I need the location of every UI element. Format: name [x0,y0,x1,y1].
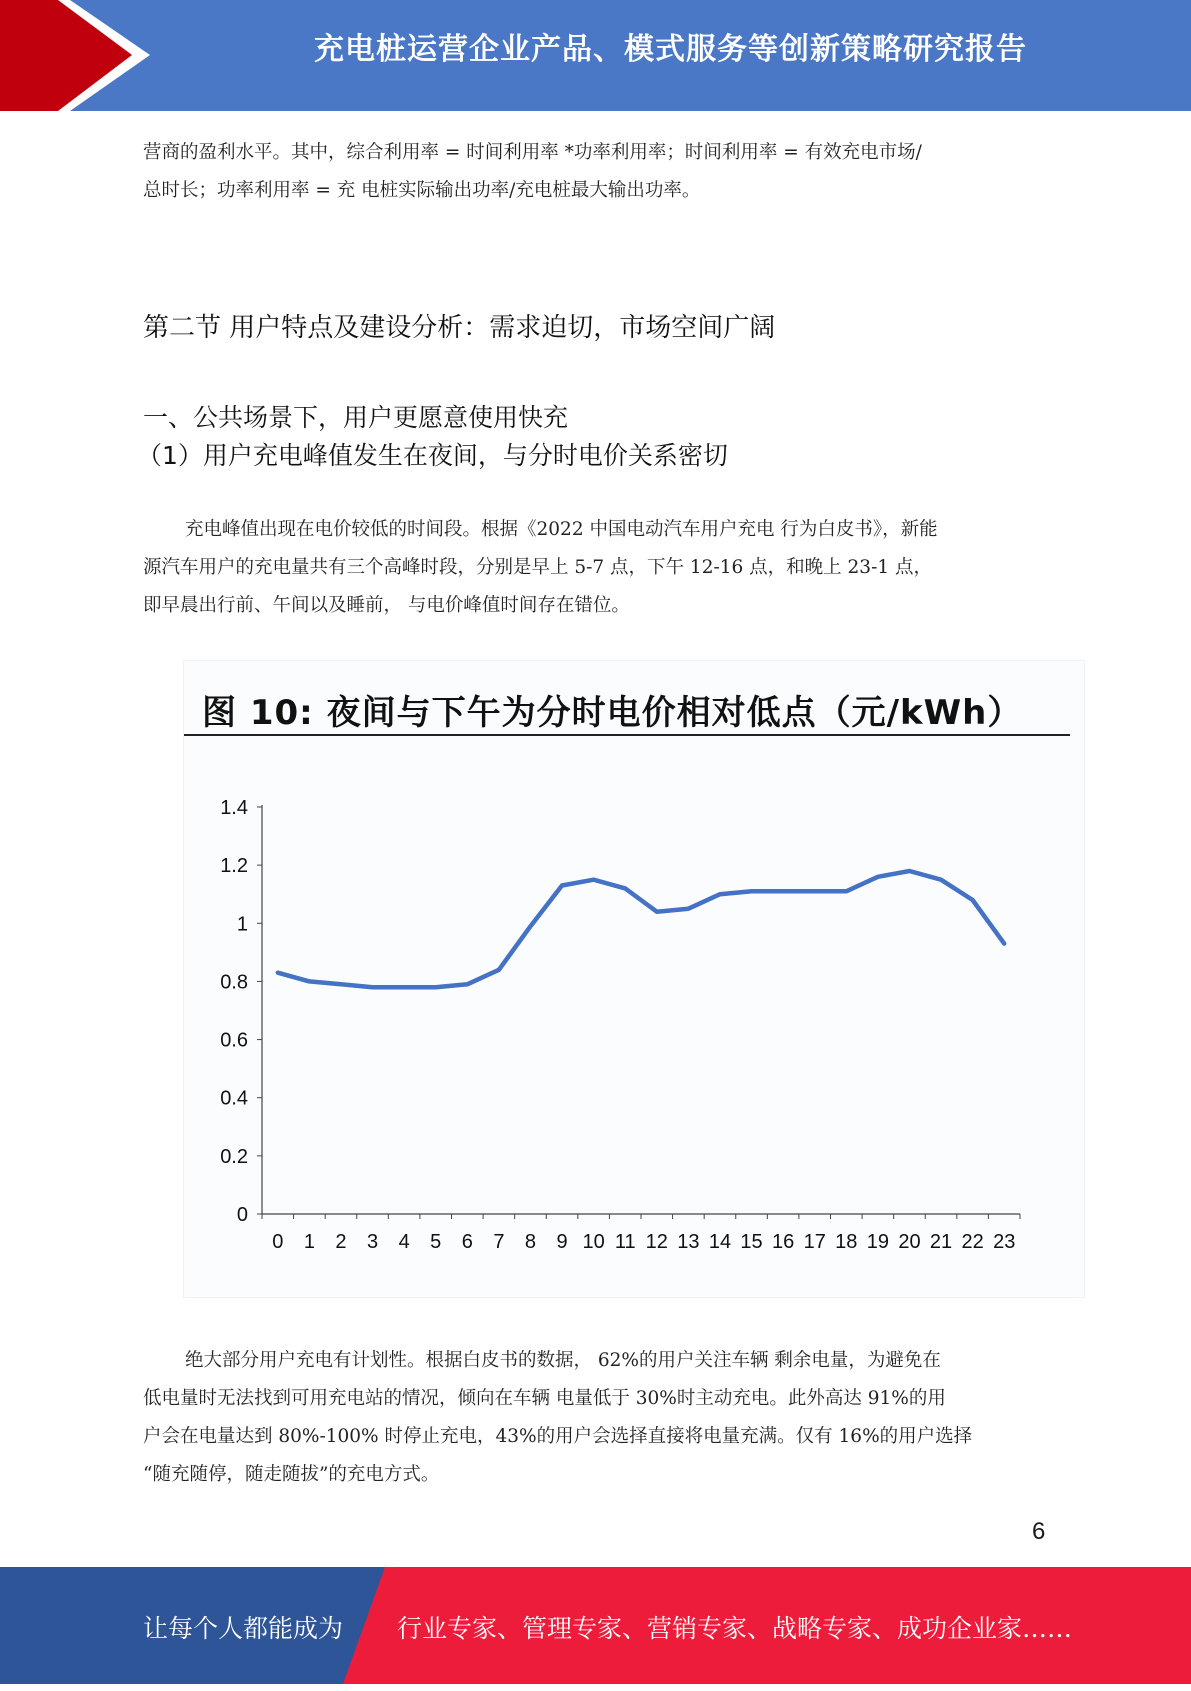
x-tick-label: 9 [556,1231,568,1253]
x-tick-label: 4 [398,1231,410,1253]
paragraph-line: “随充随停，随走随拔”的充电方式。 [143,1464,440,1485]
footer-slogan-left: 让每个人都能成为 [143,1614,344,1643]
x-tick-label: 19 [866,1231,889,1253]
paragraph-line: 充电峰值出现在电价较低的时间段。根据《2022 中国电动汽车用户充电 行为白皮书》，新能 [185,519,938,540]
x-tick-label: 11 [614,1231,636,1253]
y-tick-label: 0 [236,1204,248,1226]
paragraph-line: 绝大部分用户充电有计划性。根据白皮书的数据， 62%的用户关注车辆 剩余电量，为避免在 [185,1350,941,1371]
series-line [278,871,1004,987]
page-number: 6 [1032,1518,1046,1545]
intro-paragraph [143,134,1053,210]
paragraph-line: 源汽车用户的充电量共有三个高峰时段，分别是早上 5-7 点，下午 12-16 点，和晚上 23-1 点， [143,557,932,578]
line-chart [184,661,1084,1297]
paragraph-2 [143,1342,1053,1494]
x-tick-label: 21 [929,1231,953,1253]
section-title: 第二节 用户特点及建设分析：需求迫切，市场空间广阔 [143,313,776,343]
y-tick-label: 1 [236,913,248,936]
header-red-arrow [0,0,150,111]
y-tick-label: 0.8 [220,971,248,994]
y-tick-label: 0.6 [220,1029,248,1052]
y-tick-label: 1.4 [220,797,248,819]
header-title: 充电桩运营企业产品、模式服务等创新策略研究报告 [314,32,1027,67]
x-tick-label: 23 [993,1231,1016,1253]
paragraph-line: 即早晨出行前、午间以及睡前， 与电价峰值时间存在错位。 [143,595,630,616]
intro-line: 总时长；功率利用率 = 充 电桩实际输出功率/充电桩最大输出功率。 [143,180,701,201]
subsection-subtitle: （1）用户充电峰值发生在夜间，与分时电价关系密切 [137,441,728,470]
x-tick-label: 0 [272,1231,284,1253]
x-tick-label: 13 [677,1231,700,1253]
paragraph-line: 户会在电量达到 80%-100% 时停止充电，43%的用户会选择直接将电量充满。仅有 16%的用户选择 [143,1426,973,1447]
figure-10 [183,660,1085,1298]
chart-title: 图 10: 夜间与下午为分时电价相对低点（元/kWh） [202,693,1023,733]
x-tick-label: 6 [461,1231,473,1253]
x-tick-label: 22 [961,1231,984,1253]
page-header [0,0,1191,111]
x-tick-label: 15 [740,1231,763,1253]
x-tick-label: 18 [835,1231,858,1253]
x-tick-label: 10 [582,1231,605,1253]
x-tick-label: 14 [708,1231,732,1253]
x-tick-label: 8 [524,1231,537,1253]
y-tick-label: 1.2 [220,855,248,878]
y-tick-label: 0.2 [220,1145,248,1168]
intro-line: 营商的盈利水平。其中，综合利用率 = 时间利用率 *功率利用率；时间利用率 = 有效充电市场/ [143,142,922,163]
paragraph-line: 低电量时无法找到可用充电站的情况，倾向在车辆 电量低于 30%时主动充电。此外高达 91%的用 [143,1388,946,1409]
footer-slogan-right: 行业专家、管理专家、营销专家、战略专家、成功企业家…… [397,1614,1073,1643]
x-tick-label: 5 [430,1231,442,1253]
x-tick-label: 2 [335,1231,347,1253]
subsection-title: 一、公共场景下，用户更愿意使用快充 [143,403,569,432]
x-tick-label: 20 [898,1231,921,1253]
page-footer [0,1567,1191,1684]
x-tick-label: 3 [366,1231,379,1253]
x-tick-label: 1 [303,1231,315,1253]
x-tick-label: 17 [803,1231,826,1253]
x-tick-label: 7 [493,1231,505,1253]
x-tick-label: 16 [772,1231,795,1253]
x-tick-label: 12 [645,1231,668,1253]
paragraph-1 [143,511,1053,625]
y-tick-label: 0.4 [220,1087,248,1110]
